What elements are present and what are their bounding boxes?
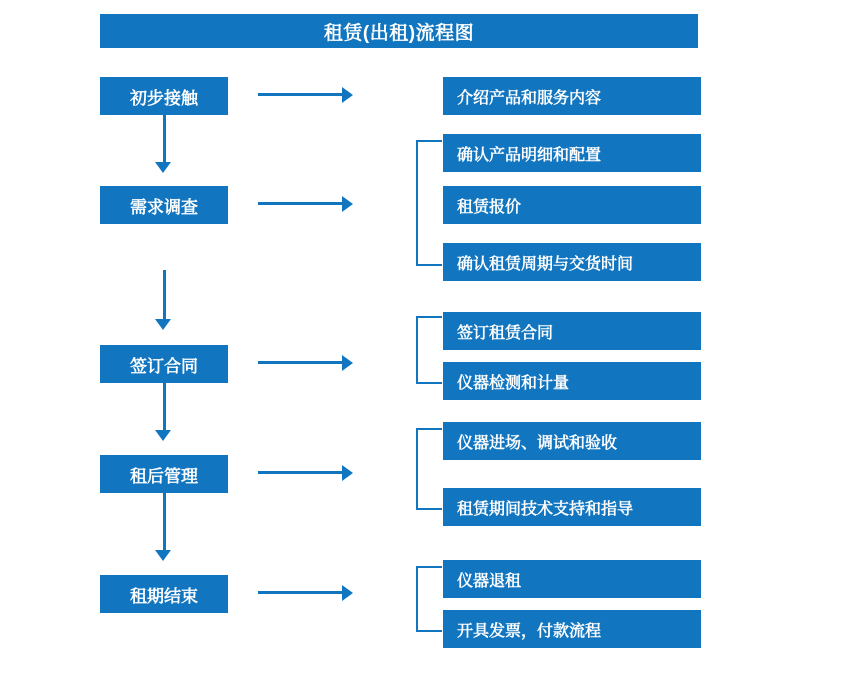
- task-box-technical-support[interactable]: 租赁期间技术支持和指导: [443, 488, 701, 526]
- connector-stage-1-to-tasks-arrow: [342, 87, 353, 103]
- stage-box-initial-contact[interactable]: 初步接触: [100, 77, 228, 115]
- task-box-confirm-product-details[interactable]: 确认产品明细和配置: [443, 134, 701, 172]
- connector-stage-3-to-4-arrow: [155, 430, 171, 441]
- connector-stage-1-to-2-arrow: [155, 162, 171, 173]
- page-title: 租赁(出租)流程图: [100, 14, 698, 48]
- connector-stage-2-to-tasks-line: [258, 202, 342, 205]
- connector-stage-3-to-tasks-arrow: [342, 355, 353, 371]
- bracket-group-management: [416, 428, 442, 510]
- task-box-confirm-period-delivery[interactable]: 确认租赁周期与交货时间: [443, 243, 701, 281]
- connector-stage-4-to-5-line: [163, 493, 166, 550]
- connector-stage-2-to-3-arrow: [155, 319, 171, 330]
- stage-box-requirement-survey[interactable]: 需求调查: [100, 186, 228, 224]
- connector-stage-4-to-tasks-line: [258, 471, 342, 474]
- stage-box-post-rental-management[interactable]: 租后管理: [100, 455, 228, 493]
- task-box-instrument-onsite-acceptance[interactable]: 仪器进场、调试和验收: [443, 422, 701, 460]
- task-box-rental-quotation[interactable]: 租赁报价: [443, 186, 701, 224]
- task-box-instrument-inspection[interactable]: 仪器检测和计量: [443, 362, 701, 400]
- task-box-invoice-payment[interactable]: 开具发票，付款流程: [443, 610, 701, 648]
- connector-stage-4-to-tasks-arrow: [342, 465, 353, 481]
- task-box-introduce-products[interactable]: 介绍产品和服务内容: [443, 77, 701, 115]
- connector-stage-3-to-tasks-line: [258, 361, 342, 364]
- bracket-group-closing: [416, 566, 442, 632]
- bracket-group-contract: [416, 316, 442, 384]
- connector-stage-3-to-4-line: [163, 383, 166, 430]
- stage-box-rental-end[interactable]: 租期结束: [100, 575, 228, 613]
- connector-stage-4-to-5-arrow: [155, 550, 171, 561]
- connector-stage-1-to-tasks-line: [258, 93, 342, 96]
- connector-stage-1-to-2-line: [163, 115, 166, 162]
- connector-stage-5-to-tasks-line: [258, 591, 342, 594]
- connector-stage-2-to-tasks-arrow: [342, 196, 353, 212]
- stage-box-sign-contract[interactable]: 签订合同: [100, 345, 228, 383]
- bracket-group-requirements: [416, 140, 442, 266]
- task-box-sign-rental-contract[interactable]: 签订租赁合同: [443, 312, 701, 350]
- connector-stage-5-to-tasks-arrow: [342, 585, 353, 601]
- task-box-instrument-return[interactable]: 仪器退租: [443, 560, 701, 598]
- connector-stage-2-to-3-line: [163, 270, 166, 319]
